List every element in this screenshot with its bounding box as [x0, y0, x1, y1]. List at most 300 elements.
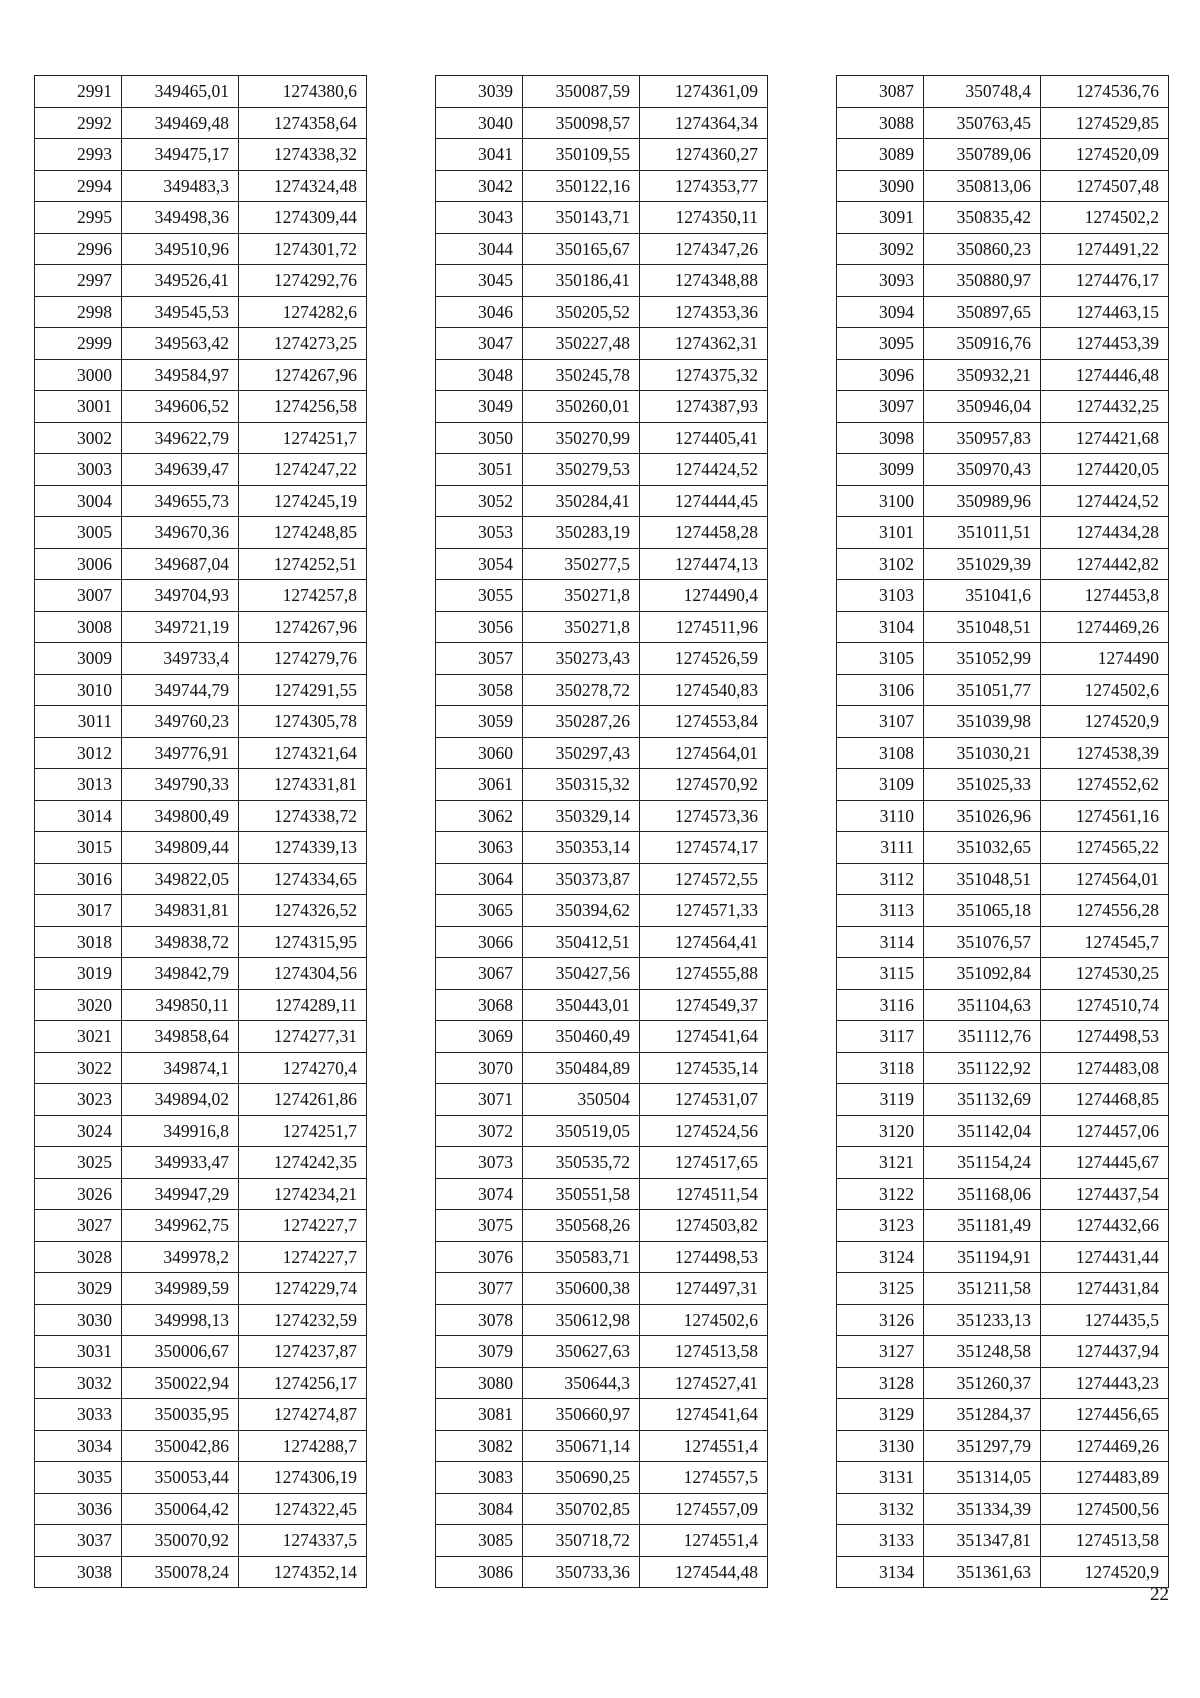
point-number-cell: 3067 — [436, 958, 523, 990]
x-coordinate-cell: 350835,42 — [924, 202, 1041, 234]
table-row — [837, 800, 1169, 832]
y-coordinate-cell: 1274305,78 — [239, 706, 367, 738]
point-number-cell: 3030 — [35, 1304, 122, 1336]
y-coordinate-cell: 1274267,96 — [239, 359, 367, 391]
point-number-cell: 2993 — [35, 139, 122, 171]
y-coordinate-cell: 1274227,7 — [239, 1241, 367, 1273]
y-coordinate-cell: 1274571,33 — [640, 895, 768, 927]
x-coordinate-cell: 350277,5 — [523, 548, 640, 580]
x-coordinate-cell: 349800,49 — [122, 800, 239, 832]
table-row — [837, 611, 1169, 643]
table-row — [436, 1493, 768, 1525]
x-coordinate-cell: 351284,37 — [924, 1399, 1041, 1431]
table-row — [837, 1021, 1169, 1053]
x-coordinate-cell: 350098,57 — [523, 107, 640, 139]
table-row — [837, 737, 1169, 769]
y-coordinate-cell: 1274242,35 — [239, 1147, 367, 1179]
y-coordinate-cell: 1274530,25 — [1041, 958, 1169, 990]
x-coordinate-cell: 350278,72 — [523, 674, 640, 706]
point-number-cell: 3082 — [436, 1430, 523, 1462]
point-number-cell: 3072 — [436, 1115, 523, 1147]
point-number-cell: 3062 — [436, 800, 523, 832]
y-coordinate-cell: 1274437,94 — [1041, 1336, 1169, 1368]
x-coordinate-cell: 350690,25 — [523, 1462, 640, 1494]
x-coordinate-cell: 349510,96 — [122, 233, 239, 265]
y-coordinate-cell: 1274520,9 — [1041, 706, 1169, 738]
y-coordinate-cell: 1274338,32 — [239, 139, 367, 171]
table-row — [837, 139, 1169, 171]
x-coordinate-cell: 349874,1 — [122, 1052, 239, 1084]
point-number-cell: 3134 — [837, 1556, 924, 1588]
x-coordinate-cell: 350718,72 — [523, 1525, 640, 1557]
table-row — [837, 832, 1169, 864]
y-coordinate-cell: 1274339,13 — [239, 832, 367, 864]
y-coordinate-cell: 1274545,7 — [1041, 926, 1169, 958]
x-coordinate-cell: 350297,43 — [523, 737, 640, 769]
point-number-cell: 3014 — [35, 800, 122, 832]
table-row — [436, 1273, 768, 1305]
x-coordinate-cell: 349545,53 — [122, 296, 239, 328]
y-coordinate-cell: 1274557,5 — [640, 1462, 768, 1494]
x-coordinate-cell: 351048,51 — [924, 863, 1041, 895]
x-coordinate-cell: 350957,83 — [924, 422, 1041, 454]
y-coordinate-cell: 1274434,28 — [1041, 517, 1169, 549]
x-coordinate-cell: 350273,43 — [523, 643, 640, 675]
y-coordinate-cell: 1274503,82 — [640, 1210, 768, 1242]
point-number-cell: 3037 — [35, 1525, 122, 1557]
point-number-cell: 3094 — [837, 296, 924, 328]
x-coordinate-cell: 349483,3 — [122, 170, 239, 202]
table-row — [837, 580, 1169, 612]
table-row — [35, 548, 367, 580]
point-number-cell: 3009 — [35, 643, 122, 675]
y-coordinate-cell: 1274457,06 — [1041, 1115, 1169, 1147]
table-row — [35, 1525, 367, 1557]
table-row — [436, 548, 768, 580]
x-coordinate-cell: 351092,84 — [924, 958, 1041, 990]
y-coordinate-cell: 1274304,56 — [239, 958, 367, 990]
x-coordinate-cell: 350227,48 — [523, 328, 640, 360]
y-coordinate-cell: 1274540,83 — [640, 674, 768, 706]
x-coordinate-cell: 349947,29 — [122, 1178, 239, 1210]
point-number-cell: 3088 — [837, 107, 924, 139]
table-row — [837, 1084, 1169, 1116]
x-coordinate-cell: 350271,8 — [523, 580, 640, 612]
y-coordinate-cell: 1274421,68 — [1041, 422, 1169, 454]
point-number-cell: 3108 — [837, 737, 924, 769]
table-row — [837, 1525, 1169, 1557]
x-coordinate-cell: 351248,58 — [924, 1336, 1041, 1368]
point-number-cell: 3089 — [837, 139, 924, 171]
x-coordinate-cell: 351194,91 — [924, 1241, 1041, 1273]
point-number-cell: 3001 — [35, 391, 122, 423]
x-coordinate-cell: 350271,8 — [523, 611, 640, 643]
table-row — [436, 139, 768, 171]
y-coordinate-cell: 1274463,15 — [1041, 296, 1169, 328]
point-number-cell: 3122 — [837, 1178, 924, 1210]
table-row — [837, 643, 1169, 675]
table-row — [436, 737, 768, 769]
x-coordinate-cell: 349858,64 — [122, 1021, 239, 1053]
x-coordinate-cell: 349822,05 — [122, 863, 239, 895]
x-coordinate-cell: 350568,26 — [523, 1210, 640, 1242]
y-coordinate-cell: 1274468,85 — [1041, 1084, 1169, 1116]
point-number-cell: 3039 — [436, 76, 523, 108]
point-number-cell: 3054 — [436, 548, 523, 580]
table-row — [35, 1336, 367, 1368]
point-number-cell: 3026 — [35, 1178, 122, 1210]
y-coordinate-cell: 1274535,14 — [640, 1052, 768, 1084]
point-number-cell: 3091 — [837, 202, 924, 234]
x-coordinate-cell: 351051,77 — [924, 674, 1041, 706]
point-number-cell: 3103 — [837, 580, 924, 612]
table-row — [837, 359, 1169, 391]
table-row — [35, 454, 367, 486]
x-coordinate-cell: 350022,94 — [122, 1367, 239, 1399]
table-row — [436, 580, 768, 612]
y-coordinate-cell: 1274347,26 — [640, 233, 768, 265]
x-coordinate-cell: 350205,52 — [523, 296, 640, 328]
x-coordinate-cell: 350763,45 — [924, 107, 1041, 139]
table-row — [436, 863, 768, 895]
table-row — [35, 706, 367, 738]
x-coordinate-cell: 350042,86 — [122, 1430, 239, 1462]
table-row — [436, 1210, 768, 1242]
y-coordinate-cell: 1274282,6 — [239, 296, 367, 328]
y-coordinate-cell: 1274517,65 — [640, 1147, 768, 1179]
y-coordinate-cell: 1274256,58 — [239, 391, 367, 423]
y-coordinate-cell: 1274445,67 — [1041, 1147, 1169, 1179]
y-coordinate-cell: 1274364,34 — [640, 107, 768, 139]
y-coordinate-cell: 1274289,11 — [239, 989, 367, 1021]
x-coordinate-cell: 350284,41 — [523, 485, 640, 517]
point-number-cell: 3068 — [436, 989, 523, 1021]
point-number-cell: 3126 — [837, 1304, 924, 1336]
point-number-cell: 3117 — [837, 1021, 924, 1053]
point-number-cell: 3019 — [35, 958, 122, 990]
x-coordinate-cell: 349998,13 — [122, 1304, 239, 1336]
y-coordinate-cell: 1274375,32 — [640, 359, 768, 391]
y-coordinate-cell: 1274301,72 — [239, 233, 367, 265]
y-coordinate-cell: 1274387,93 — [640, 391, 768, 423]
x-coordinate-cell: 350880,97 — [924, 265, 1041, 297]
x-coordinate-cell: 349606,52 — [122, 391, 239, 423]
x-coordinate-cell: 351122,92 — [924, 1052, 1041, 1084]
y-coordinate-cell: 1274572,55 — [640, 863, 768, 895]
point-number-cell: 3095 — [837, 328, 924, 360]
point-number-cell: 3105 — [837, 643, 924, 675]
point-number-cell: 3075 — [436, 1210, 523, 1242]
x-coordinate-cell: 350932,21 — [924, 359, 1041, 391]
page-number: 22 — [1150, 1584, 1169, 1605]
table-row — [35, 1462, 367, 1494]
y-coordinate-cell: 1274292,76 — [239, 265, 367, 297]
point-number-cell: 3116 — [837, 989, 924, 1021]
point-number-cell: 3028 — [35, 1241, 122, 1273]
table-row — [35, 926, 367, 958]
x-coordinate-cell: 349733,4 — [122, 643, 239, 675]
table-row — [837, 422, 1169, 454]
y-coordinate-cell: 1274541,64 — [640, 1399, 768, 1431]
table-row — [837, 1178, 1169, 1210]
y-coordinate-cell: 1274443,23 — [1041, 1367, 1169, 1399]
point-number-cell: 3084 — [436, 1493, 523, 1525]
table-row — [837, 517, 1169, 549]
x-coordinate-cell: 350270,99 — [523, 422, 640, 454]
table-row — [837, 548, 1169, 580]
x-coordinate-cell: 350006,67 — [122, 1336, 239, 1368]
point-number-cell: 3092 — [837, 233, 924, 265]
y-coordinate-cell: 1274431,84 — [1041, 1273, 1169, 1305]
point-number-cell: 3022 — [35, 1052, 122, 1084]
point-number-cell: 3112 — [837, 863, 924, 895]
table-row — [837, 170, 1169, 202]
point-number-cell: 3077 — [436, 1273, 523, 1305]
x-coordinate-cell: 350460,49 — [523, 1021, 640, 1053]
x-coordinate-cell: 351048,51 — [924, 611, 1041, 643]
x-coordinate-cell: 351030,21 — [924, 737, 1041, 769]
x-coordinate-cell: 350412,51 — [523, 926, 640, 958]
point-number-cell: 2992 — [35, 107, 122, 139]
point-number-cell: 3097 — [837, 391, 924, 423]
point-number-cell: 3065 — [436, 895, 523, 927]
y-coordinate-cell: 1274237,87 — [239, 1336, 367, 1368]
table-row — [35, 737, 367, 769]
y-coordinate-cell: 1274350,11 — [640, 202, 768, 234]
table-row — [837, 1493, 1169, 1525]
point-number-cell: 3083 — [436, 1462, 523, 1494]
point-number-cell: 3129 — [837, 1399, 924, 1431]
point-number-cell: 3090 — [837, 170, 924, 202]
table-row — [35, 1304, 367, 1336]
x-coordinate-cell: 349704,93 — [122, 580, 239, 612]
y-coordinate-cell: 1274498,53 — [640, 1241, 768, 1273]
point-number-cell: 3008 — [35, 611, 122, 643]
y-coordinate-cell: 1274234,21 — [239, 1178, 367, 1210]
x-coordinate-cell: 350165,67 — [523, 233, 640, 265]
y-coordinate-cell: 1274256,17 — [239, 1367, 367, 1399]
point-number-cell: 3086 — [436, 1556, 523, 1588]
table-row — [436, 800, 768, 832]
y-coordinate-cell: 1274469,26 — [1041, 1430, 1169, 1462]
y-coordinate-cell: 1274520,09 — [1041, 139, 1169, 171]
point-number-cell: 3106 — [837, 674, 924, 706]
y-coordinate-cell: 1274551,4 — [640, 1525, 768, 1557]
table-row — [35, 76, 367, 108]
y-coordinate-cell: 1274513,58 — [1041, 1525, 1169, 1557]
y-coordinate-cell: 1274424,52 — [1041, 485, 1169, 517]
point-number-cell: 3048 — [436, 359, 523, 391]
table-row — [35, 769, 367, 801]
table-row — [436, 422, 768, 454]
x-coordinate-cell: 350600,38 — [523, 1273, 640, 1305]
x-coordinate-cell: 351112,76 — [924, 1021, 1041, 1053]
y-coordinate-cell: 1274273,25 — [239, 328, 367, 360]
x-coordinate-cell: 350427,56 — [523, 958, 640, 990]
table-row — [436, 1147, 768, 1179]
y-coordinate-cell: 1274353,36 — [640, 296, 768, 328]
point-number-cell: 3060 — [436, 737, 523, 769]
x-coordinate-cell: 349978,2 — [122, 1241, 239, 1273]
x-coordinate-cell: 351297,79 — [924, 1430, 1041, 1462]
table-row — [436, 1336, 768, 1368]
table-row — [436, 265, 768, 297]
y-coordinate-cell: 1274570,92 — [640, 769, 768, 801]
y-coordinate-cell: 1274453,8 — [1041, 580, 1169, 612]
table-row — [837, 926, 1169, 958]
table-row — [436, 1084, 768, 1116]
x-coordinate-cell: 349838,72 — [122, 926, 239, 958]
table-row — [35, 1430, 367, 1462]
table-row — [35, 202, 367, 234]
point-number-cell: 3049 — [436, 391, 523, 423]
table-row — [837, 989, 1169, 1021]
point-number-cell: 3025 — [35, 1147, 122, 1179]
y-coordinate-cell: 1274502,6 — [640, 1304, 768, 1336]
x-coordinate-cell: 349850,11 — [122, 989, 239, 1021]
table-row — [436, 107, 768, 139]
x-coordinate-cell: 350373,87 — [523, 863, 640, 895]
y-coordinate-cell: 1274564,01 — [640, 737, 768, 769]
x-coordinate-cell: 350702,85 — [523, 1493, 640, 1525]
y-coordinate-cell: 1274555,88 — [640, 958, 768, 990]
table-row — [35, 233, 367, 265]
y-coordinate-cell: 1274338,72 — [239, 800, 367, 832]
point-number-cell: 3012 — [35, 737, 122, 769]
point-number-cell: 3128 — [837, 1367, 924, 1399]
y-coordinate-cell: 1274536,76 — [1041, 76, 1169, 108]
point-number-cell: 3080 — [436, 1367, 523, 1399]
table-row — [436, 1462, 768, 1494]
y-coordinate-cell: 1274362,31 — [640, 328, 768, 360]
y-coordinate-cell: 1274251,7 — [239, 1115, 367, 1147]
table-row — [837, 958, 1169, 990]
table-row — [837, 76, 1169, 108]
x-coordinate-cell: 351025,33 — [924, 769, 1041, 801]
y-coordinate-cell: 1274326,52 — [239, 895, 367, 927]
point-number-cell: 3073 — [436, 1147, 523, 1179]
table-row — [837, 1273, 1169, 1305]
table-row — [35, 517, 367, 549]
x-coordinate-cell: 350535,72 — [523, 1147, 640, 1179]
point-number-cell: 3066 — [436, 926, 523, 958]
table-row — [35, 958, 367, 990]
point-number-cell: 3040 — [436, 107, 523, 139]
x-coordinate-cell: 349989,59 — [122, 1273, 239, 1305]
point-number-cell: 3043 — [436, 202, 523, 234]
point-number-cell: 3029 — [35, 1273, 122, 1305]
x-coordinate-cell: 350053,44 — [122, 1462, 239, 1494]
table-row — [837, 233, 1169, 265]
point-number-cell: 3127 — [837, 1336, 924, 1368]
y-coordinate-cell: 1274541,64 — [640, 1021, 768, 1053]
x-coordinate-cell: 350078,24 — [122, 1556, 239, 1588]
y-coordinate-cell: 1274552,62 — [1041, 769, 1169, 801]
table-row — [436, 643, 768, 675]
x-coordinate-cell: 351011,51 — [924, 517, 1041, 549]
point-number-cell: 3119 — [837, 1084, 924, 1116]
point-number-cell: 3109 — [837, 769, 924, 801]
y-coordinate-cell: 1274288,7 — [239, 1430, 367, 1462]
point-number-cell: 3007 — [35, 580, 122, 612]
x-coordinate-cell: 350583,71 — [523, 1241, 640, 1273]
x-coordinate-cell: 349760,23 — [122, 706, 239, 738]
y-coordinate-cell: 1274544,48 — [640, 1556, 768, 1588]
y-coordinate-cell: 1274513,58 — [640, 1336, 768, 1368]
coordinate-table-1 — [34, 75, 367, 1588]
y-coordinate-cell: 1274446,48 — [1041, 359, 1169, 391]
x-coordinate-cell: 349790,33 — [122, 769, 239, 801]
x-coordinate-cell: 350070,92 — [122, 1525, 239, 1557]
y-coordinate-cell: 1274557,09 — [640, 1493, 768, 1525]
table-row — [35, 1273, 367, 1305]
x-coordinate-cell: 351347,81 — [924, 1525, 1041, 1557]
x-coordinate-cell: 350064,42 — [122, 1493, 239, 1525]
table-row — [35, 989, 367, 1021]
table-row — [35, 832, 367, 864]
y-coordinate-cell: 1274270,4 — [239, 1052, 367, 1084]
table-row — [436, 76, 768, 108]
y-coordinate-cell: 1274442,82 — [1041, 548, 1169, 580]
table-row — [436, 769, 768, 801]
table-row — [35, 1210, 367, 1242]
table-row — [837, 769, 1169, 801]
x-coordinate-cell: 349776,91 — [122, 737, 239, 769]
point-number-cell: 3100 — [837, 485, 924, 517]
table-row — [436, 517, 768, 549]
table-row — [35, 1052, 367, 1084]
x-coordinate-cell: 350035,95 — [122, 1399, 239, 1431]
y-coordinate-cell: 1274315,95 — [239, 926, 367, 958]
table-row — [35, 643, 367, 675]
point-number-cell: 3107 — [837, 706, 924, 738]
table-row — [436, 1052, 768, 1084]
y-coordinate-cell: 1274358,64 — [239, 107, 367, 139]
x-coordinate-cell: 350283,19 — [523, 517, 640, 549]
table-row — [436, 485, 768, 517]
y-coordinate-cell: 1274322,45 — [239, 1493, 367, 1525]
table-row — [436, 1178, 768, 1210]
point-number-cell: 2999 — [35, 328, 122, 360]
y-coordinate-cell: 1274245,19 — [239, 485, 367, 517]
point-number-cell: 3125 — [837, 1273, 924, 1305]
point-number-cell: 2998 — [35, 296, 122, 328]
x-coordinate-cell: 349475,17 — [122, 139, 239, 171]
y-coordinate-cell: 1274474,13 — [640, 548, 768, 580]
y-coordinate-cell: 1274497,31 — [640, 1273, 768, 1305]
y-coordinate-cell: 1274331,81 — [239, 769, 367, 801]
point-number-cell: 3050 — [436, 422, 523, 454]
table-row — [35, 296, 367, 328]
point-number-cell: 2994 — [35, 170, 122, 202]
y-coordinate-cell: 1274232,59 — [239, 1304, 367, 1336]
x-coordinate-cell: 349563,42 — [122, 328, 239, 360]
x-coordinate-cell: 350860,23 — [924, 233, 1041, 265]
x-coordinate-cell: 349655,73 — [122, 485, 239, 517]
table-row — [837, 328, 1169, 360]
y-coordinate-cell: 1274432,66 — [1041, 1210, 1169, 1242]
table-row — [35, 674, 367, 706]
table-row — [35, 1084, 367, 1116]
point-number-cell: 3123 — [837, 1210, 924, 1242]
y-coordinate-cell: 1274337,5 — [239, 1525, 367, 1557]
point-number-cell: 3096 — [837, 359, 924, 391]
x-coordinate-cell: 349622,79 — [122, 422, 239, 454]
table-row — [35, 1021, 367, 1053]
x-coordinate-cell: 350627,63 — [523, 1336, 640, 1368]
y-coordinate-cell: 1274435,5 — [1041, 1304, 1169, 1336]
coordinate-table-body — [436, 76, 768, 1588]
